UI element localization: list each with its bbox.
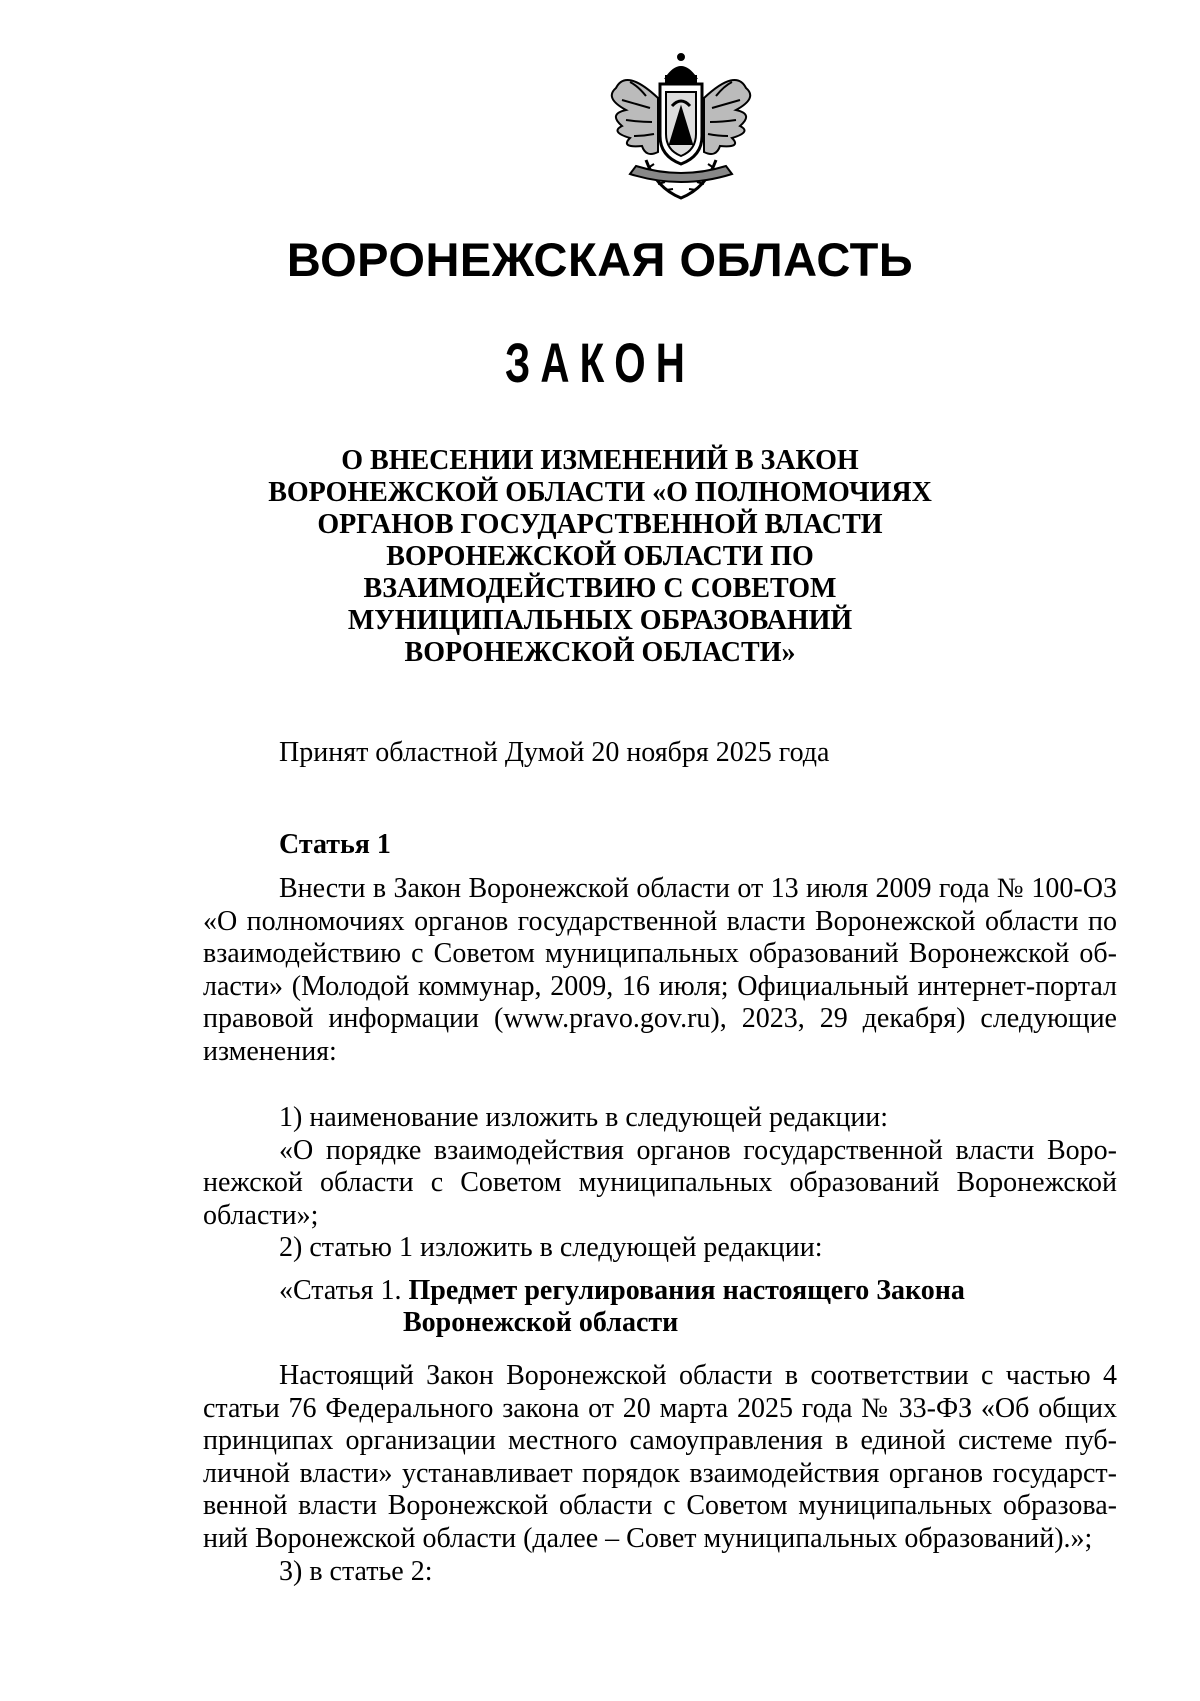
coat-of-arms-emblem: [586, 48, 776, 208]
text-line: Внести в Закон Воронежской области от 13 июля 2009 года № 100-ОЗ: [279, 873, 1117, 904]
text-line: венной власти Воронежской области с Советом муниципальных образова-: [203, 1490, 1117, 1522]
article-title: Предмет регулирования настоящего Закона: [408, 1275, 965, 1306]
article-prefix: «Статья 1.: [279, 1275, 402, 1306]
law-title-line: ВОРОНЕЖСКОЙ ОБЛАСТИ»: [404, 637, 796, 668]
document-type-heading: ЗАКОН: [505, 331, 695, 394]
new-article-1-heading: [279, 1275, 965, 1339]
article-title-line2: Воронежской области: [403, 1307, 679, 1338]
text-line: правовой информации (www.pravo.gov.ru), 2023, 29 декабря) следующие: [203, 1003, 1117, 1035]
text-line: «О порядке взаимодействия органов государственной власти Воро-: [279, 1134, 1117, 1166]
law-title: [260, 445, 940, 669]
text-line: Настоящий Закон Воронежской области в соответствии с частью 4: [279, 1360, 1117, 1391]
text-line: личной власти» устанавливает порядок взаимодействия органов государст-: [203, 1457, 1117, 1489]
text-line: ласти» (Молодой коммунар, 2009, 16 июля; Официальный интернет-портал: [203, 970, 1117, 1002]
text-line: «О полномочиях органов государственной власти Воронежской области по: [203, 905, 1117, 937]
amendment-items: [203, 1102, 1117, 1265]
text-line: области»;: [203, 1199, 319, 1231]
article-heading: Статья 1: [279, 829, 391, 860]
law-title-line: ВЗАИМОДЕЙСТВИЮ С СОВЕТОМ: [363, 573, 837, 604]
text-line: статьи 76 Федерального закона от 20 марта 2025 года № 33-ФЗ «Об общих: [203, 1392, 1117, 1424]
region-heading: ВОРОНЕЖСКАЯ ОБЛАСТЬ: [286, 233, 914, 286]
paragraph-article-1-text: [203, 1360, 1117, 1588]
law-title-line: ВОРОНЕЖСКОЙ ОБЛАСТИ «О ПОЛНОМОЧИЯХ: [268, 477, 932, 508]
adoption-note: Принят областной Думой 20 ноября 2025 года: [279, 737, 830, 768]
law-title-line: О ВНЕСЕНИИ ИЗМЕНЕНИЙ В ЗАКОН: [341, 445, 859, 476]
item-2: 2) статью 1 изложить в следующей редакции:: [279, 1232, 823, 1264]
text-line: принципах организации местного самоуправления в единой системе пуб-: [203, 1425, 1117, 1457]
law-title-line: ОРГАНОВ ГОСУДАРСТВЕННОЙ ВЛАСТИ: [317, 509, 883, 540]
law-title-line: ВОРОНЕЖСКОЙ ОБЛАСТИ ПО: [386, 541, 814, 572]
law-title-line: МУНИЦИПАЛЬНЫХ ОБРАЗОВАНИЙ: [347, 605, 853, 636]
item-3: 3) в статье 2:: [279, 1555, 433, 1587]
text-line: взаимодействию с Советом муниципальных образований Воронежской об-: [203, 938, 1117, 970]
paragraph-amendment-intro: [203, 873, 1117, 1069]
text-line: изменения:: [203, 1035, 337, 1067]
text-line: ний Воронежской области (далее – Совет муниципальных образований).»;: [203, 1522, 1093, 1554]
text-line: нежской области с Советом муниципальных образований Воронежской: [203, 1167, 1117, 1199]
item-1: 1) наименование изложить в следующей редакции:: [279, 1102, 889, 1133]
